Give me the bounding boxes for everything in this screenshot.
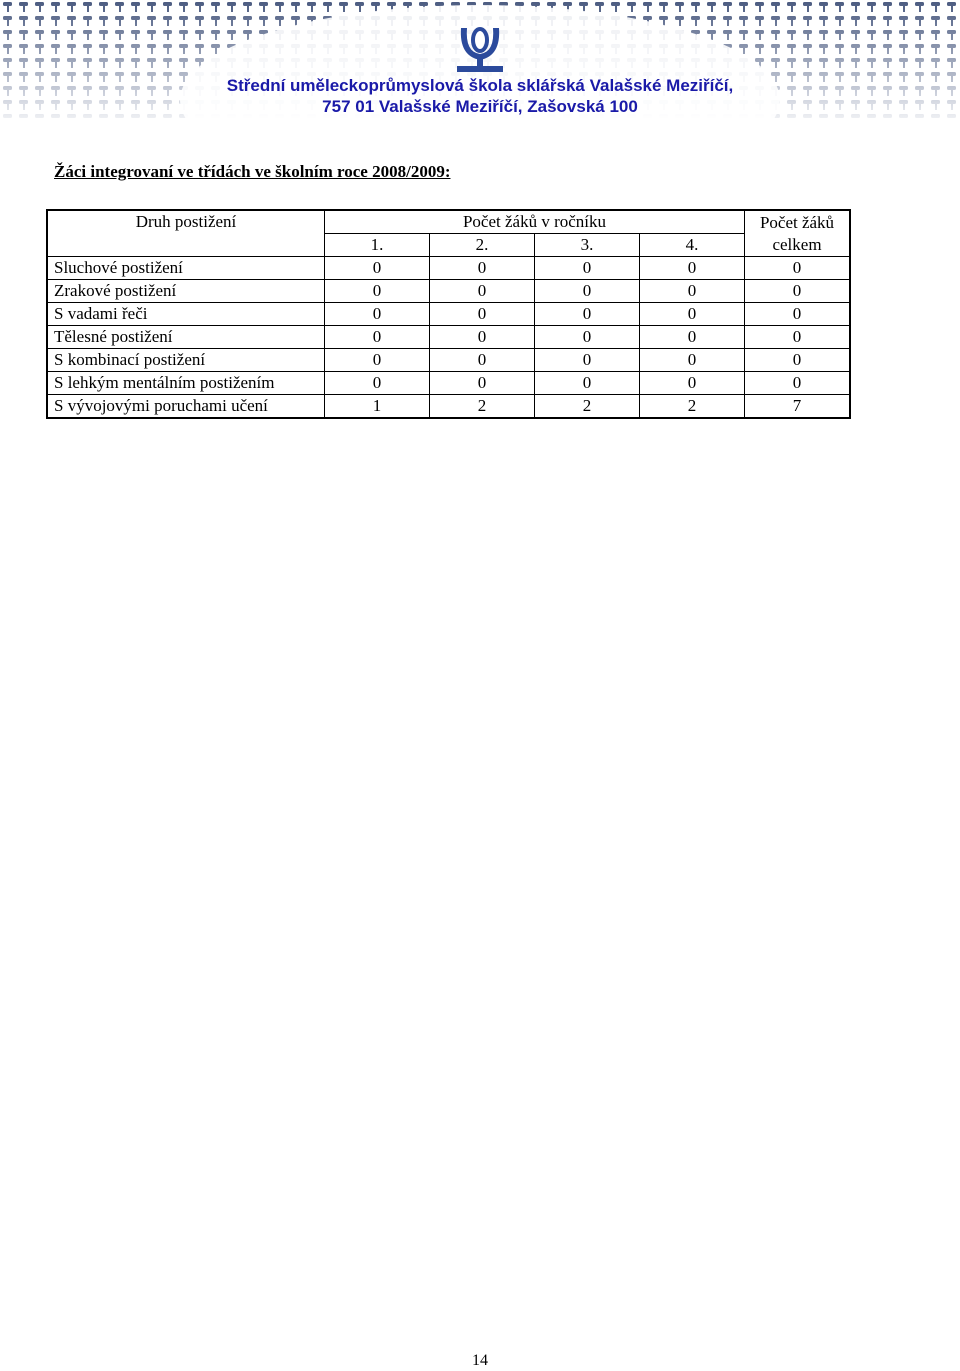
cell-value: 0 — [640, 349, 745, 372]
cell-value: 0 — [535, 372, 640, 395]
grade-header: 4. — [640, 234, 745, 257]
table-row — [47, 303, 850, 326]
cell-value: 2 — [430, 395, 535, 419]
cell-total: 7 — [745, 395, 851, 419]
cell-value: 2 — [640, 395, 745, 419]
row-label: Sluchové postižení — [47, 257, 325, 280]
cell-value: 0 — [430, 257, 535, 280]
cell-total: 0 — [745, 257, 851, 280]
grade-header: 3. — [535, 234, 640, 257]
section-title: Žáci integrovaní ve třídách ve školním roce 2008/2009: — [54, 162, 451, 181]
cell-value: 0 — [640, 326, 745, 349]
cell-value: 0 — [430, 349, 535, 372]
school-logo-icon — [453, 22, 507, 76]
cell-value: 0 — [640, 280, 745, 303]
cell-value: 0 — [535, 280, 640, 303]
cell-value: 0 — [325, 303, 430, 326]
cell-value: 0 — [325, 257, 430, 280]
cell-value: 0 — [325, 372, 430, 395]
table-row — [47, 372, 850, 395]
table-row — [47, 280, 850, 303]
cell-value: 0 — [640, 372, 745, 395]
cell-value: 2 — [535, 395, 640, 419]
table-row — [47, 326, 850, 349]
row-label: S kombinací postižení — [47, 349, 325, 372]
cell-total: 0 — [745, 326, 851, 349]
cell-value: 0 — [325, 349, 430, 372]
cell-value: 0 — [535, 257, 640, 280]
letterhead — [0, 0, 960, 118]
cell-value: 0 — [535, 349, 640, 372]
table-row — [47, 395, 850, 419]
cell-total: 0 — [745, 349, 851, 372]
school-name: Střední uměleckoprůmyslová škola sklářská Valašské Meziříčí, — [226, 76, 734, 95]
cell-value: 1 — [325, 395, 430, 419]
cell-value: 0 — [430, 326, 535, 349]
integrated-students-table — [46, 209, 851, 419]
cell-value: 0 — [430, 280, 535, 303]
cell-value: 0 — [535, 326, 640, 349]
row-label: S lehkým mentálním postižením — [47, 372, 325, 395]
table-row — [47, 349, 850, 372]
row-label: Zrakové postižení — [47, 280, 325, 303]
row-label: S vadami řeči — [47, 303, 325, 326]
col-header-grades: Počet žáků v ročníku — [325, 210, 745, 234]
cell-value: 0 — [325, 326, 430, 349]
cell-value: 0 — [430, 303, 535, 326]
grade-header: 2. — [430, 234, 535, 257]
col-header-total: Počet žáků celkem — [745, 210, 851, 257]
cell-value: 0 — [325, 280, 430, 303]
cell-value: 0 — [430, 372, 535, 395]
row-label: S vývojovými poruchami učení — [47, 395, 325, 419]
col-header-type: Druh postižení — [47, 210, 325, 257]
cell-total: 0 — [745, 372, 851, 395]
cell-total: 0 — [745, 303, 851, 326]
cell-value: 0 — [640, 303, 745, 326]
table-row — [47, 257, 850, 280]
page-number: 14 — [472, 1352, 488, 1369]
school-address: 757 01 Valašské Meziříčí, Zašovská 100 — [322, 97, 638, 116]
cell-value: 0 — [535, 303, 640, 326]
cell-total: 0 — [745, 280, 851, 303]
grade-header: 1. — [325, 234, 430, 257]
cell-value: 0 — [640, 257, 745, 280]
row-label: Tělesné postižení — [47, 326, 325, 349]
